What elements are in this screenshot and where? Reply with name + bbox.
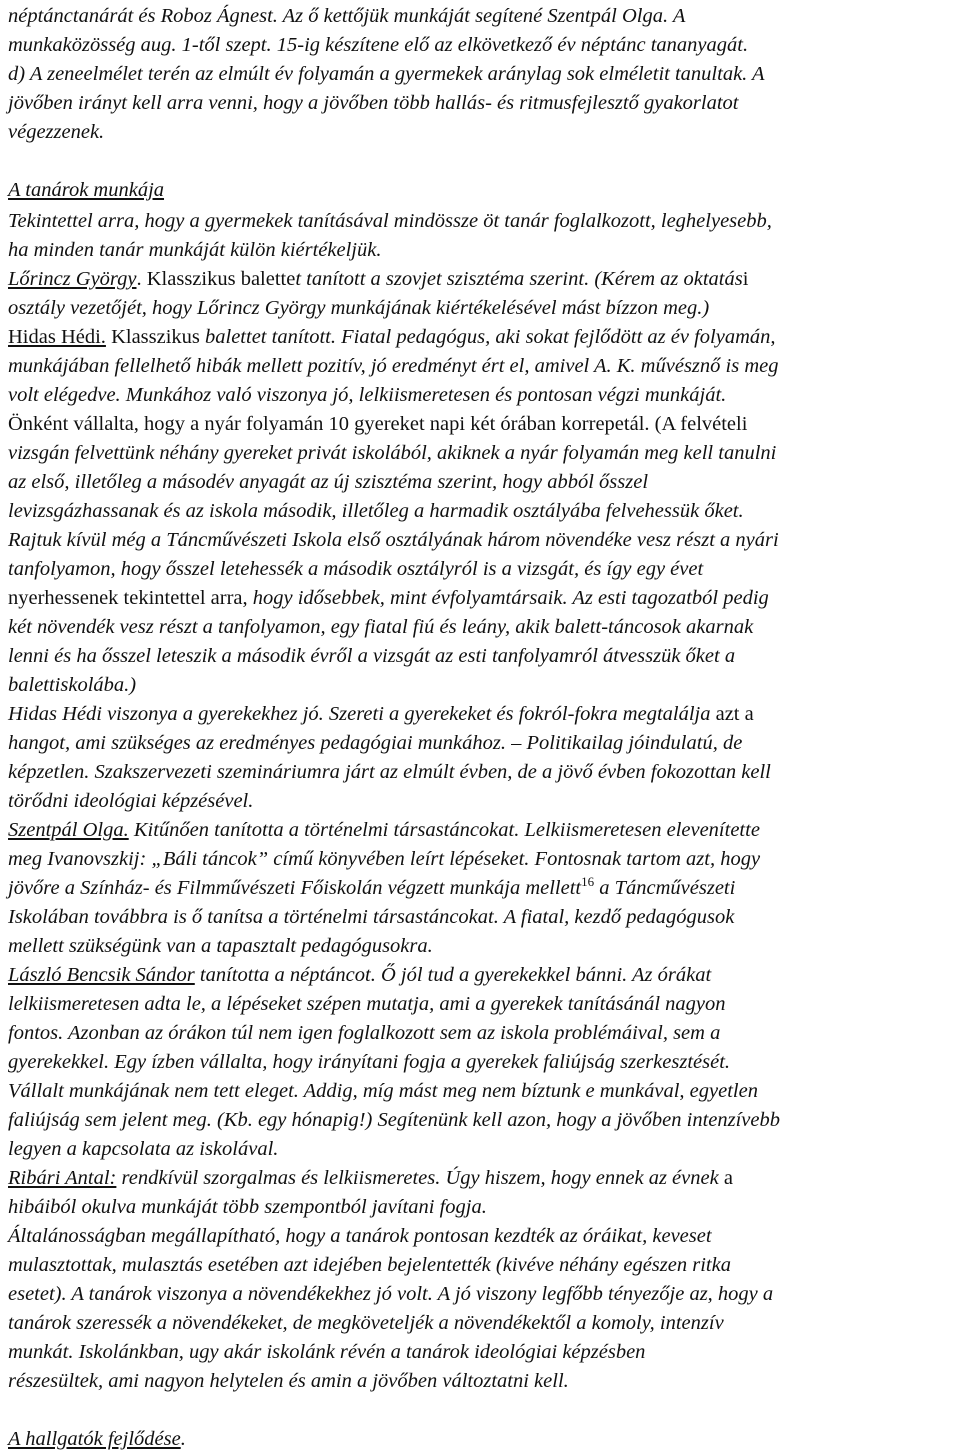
section-heading	[8, 176, 956, 205]
ribari-line-1-end: a	[718, 1167, 733, 1189]
general-line-4: tanárok szeressék a növendékeket, de megköveteljék a növendékektől a komoly, intenzív	[8, 1312, 724, 1334]
bencsik-line-3: fontos. Azonban az órákon túl nem igen foglalkozott sem az iskola problémáival, sem a	[8, 1022, 721, 1044]
ribari-name: Ribári Antal:	[8, 1167, 117, 1189]
general-line-2: mulasztottak, mulasztás esetében azt idejében bejelentették (kivéve néhány egészen ritka	[8, 1254, 731, 1276]
hidas-line-7: levizsgázhassanak és az iskola második, illetőleg a harmadik osztályába felvehessük őket.	[8, 500, 744, 522]
intro-line-1: néptánctanárát és Roboz Ágnest. Az ő kettőjük munkáját segítené Szentpál Olga. A	[8, 5, 686, 27]
hidas-line-14-b: azt a	[710, 703, 754, 725]
next-section-heading-end: .	[180, 1428, 186, 1450]
lorincz-line-1	[8, 265, 956, 294]
lorincz-line-2: osztály vezetőjét, hogy Lőrincz György munkájának kiértékelésével mást bízzon meg.)	[8, 297, 710, 319]
hidas-line-8: Rajtuk kívül még a Táncművészeti Iskola első osztályának három növendéke vesz részt a nyári	[8, 529, 779, 551]
hidas-name: Hidas Hédi.	[8, 326, 106, 348]
bencsik-name: László Bencsik Sándor	[8, 964, 195, 986]
footnote-marker: 16	[581, 874, 595, 890]
szentpal-line-1-rest: Kitűnően tanította a történelmi társastáncokat. Lelkiismeretesen elevenítette	[128, 819, 760, 841]
intro-line-3: d) A zeneelmélet terén az elmúlt év folyamán a gyermekek aránylag sok elméletit tanultak. A	[8, 63, 765, 85]
bencsik-line-4: gyerekekkel. Egy ízben vállalta, hogy irányítani fogja a gyerekek faliújság szerkesztését.	[8, 1051, 731, 1073]
szentpal-name: Szentpál Olga.	[8, 819, 129, 841]
general-line-1: Általánosságban megállapítható, hogy a tanárok pontosan kezdték az óráikat, keveset	[8, 1225, 712, 1247]
general-line-3: esetet). A tanárok viszonya a növendékekhez jó volt. A jó viszony legfőbb tényezője az, hogy a	[8, 1283, 774, 1305]
bencsik-line-6: faliújság sem jelent meg. (Kb. egy hónapig!) Segítenünk kell azon, hogy a jövőben intenzívebb	[8, 1109, 780, 1131]
intro-line-2: munkaközösség aug. 1-től szept. 15-ig készítene elő az elkövetkező év néptánc tananyagát.	[8, 34, 749, 56]
hidas-line-10-a: nyerhessenek tekintettel arra,	[8, 587, 248, 609]
hidas-line-13: balettiskolába.)	[8, 674, 137, 696]
hidas-line-9: tanfolyamon, hogy ősszel letehessék a második osztályról is a vizsgát, és így egy évet	[8, 558, 704, 580]
ribari-line-1	[8, 1164, 956, 1193]
next-section-heading	[8, 1425, 956, 1454]
lorincz-name: Lőrincz György	[8, 268, 137, 290]
lorincz-text-b: t tanított a szovjet szisztéma szerint. (Kérem az oktatás	[295, 268, 743, 290]
hidas-text-a: Klasszikus	[105, 326, 200, 348]
szentpal-line-3	[8, 874, 956, 903]
ribari-line-1-rest: rendkívül szorgalmas és lelkiismeretes. Úgy hiszem, hogy ennek az évnek	[116, 1167, 719, 1189]
hidas-line-14-a: Hidas Hédi viszonya a gyerekekhez jó. Szereti a gyerekeket és fokról-fokra megtalálja	[8, 703, 711, 725]
szentpal-line-3-b: a Táncművészeti	[594, 877, 736, 899]
hidas-line-10-b: hogy idősebbek, mint évfolyamtársaik. Az esti tagozatból pedig	[247, 587, 769, 609]
szentpal-line-5: mellett szükségünk van a tapasztalt pedagógusokra.	[8, 935, 433, 957]
hidas-line-2: munkájában fellelhető hibák mellett pozitív, jó eredményt ért el, amivel A. K. művésznő is meg	[8, 355, 779, 377]
bencsik-line-1-rest: tanította a néptáncot. Ő jól tud a gyerekekkel bánni. Az órákat	[194, 964, 712, 986]
szentpal-line-4: Iskolában továbbra is ő tanítsa a történelmi társastáncokat. A fiatal, kezdő pedagógusok	[8, 906, 735, 928]
hidas-line-17: törődni ideológiai képzésével.	[8, 790, 254, 812]
section-heading-text: A tanárok munkája	[8, 179, 165, 201]
hidas-line-16: képzetlen. Szakszervezeti szemináriumra járt az elmúlt évben, de a jövő évben fokozottan kell	[8, 761, 771, 783]
bencsik-line-5: Vállalt munkájának nem tett eleget. Addig, míg mást meg nem bíztunk e munkával, egyetlen	[8, 1080, 758, 1102]
lorincz-text-a: . Klasszikus balette	[136, 268, 296, 290]
hidas-line-10	[8, 584, 956, 613]
intro-line-5: végezzenek.	[8, 121, 105, 143]
hidas-text-b: balettet tanított. Fiatal pedagógus, aki sokat fejlődött az év folyamán,	[199, 326, 776, 348]
szentpal-line-2: meg Ivanovszkij: „Báli táncok” című könyvében leírt lépéseket. Fontosnak tartom azt, hogy	[8, 848, 761, 870]
paragraph-1-line-1: Tekintettel arra, hogy a gyermekek tanításával mindössze öt tanár foglalkozott, leghelyesebb,	[8, 210, 772, 232]
hidas-line-11: két növendék vesz részt a tanfolyamon, egy fiatal fiú és leány, akik balett-táncosok akarnak	[8, 616, 754, 638]
szentpal-line-3-a: jövőre a Színház- és Filmművészeti Főiskolán végzett munkája mellett	[8, 877, 582, 899]
hidas-line-6: az első, illetőleg a másodév anyagát az új szisztéma szerint, hogy abból ősszel	[8, 471, 649, 493]
hidas-line-15: hangot, ami szükséges az eredményes pedagógiai munkához. – Politikailag jóindulatú, de	[8, 732, 743, 754]
next-section-heading-text: A hallgatók fejlődése	[8, 1428, 181, 1450]
hidas-line-4: Önként vállalta, hogy a nyár folyamán 10 gyereket napi két órában korrepetál. (A felvételi	[8, 413, 748, 435]
general-line-5: munkát. Iskolánkban, ugy akár iskolánk révén a tanárok ideológiai képzésben	[8, 1341, 646, 1363]
hidas-line-1	[8, 323, 956, 352]
bencsik-line-2: lelkiismeretesen adta le, a lépéseket szépen mutatja, ami a gyerekek tanításánál nagyon	[8, 993, 726, 1015]
bencsik-line-7: legyen a kapcsolata az iskolával.	[8, 1138, 279, 1160]
hidas-line-12: lenni és ha ősszel leteszik a második évről a vizsgát az esti tanfolyamról átvesszük őket a	[8, 645, 736, 667]
lorincz-text-c: i	[742, 268, 749, 290]
intro-line-4: jövőben irányt kell arra venni, hogy a jövőben több hallás- és ritmusfejlesztő gyakorlatot	[8, 92, 739, 114]
szentpal-line-1	[8, 816, 956, 845]
hidas-line-5: vizsgán felvettünk néhány gyereket privát iskolából, akiknek a nyár folyamán meg kell tanulni	[8, 442, 777, 464]
hidas-line-3: volt elégedve. Munkához való viszonya jó, lelkiismeretesen és pontosan végzi munkáját.	[8, 384, 727, 406]
bencsik-line-1	[8, 961, 956, 990]
paragraph-1-line-2: ha minden tanár munkáját külön kiértékeljük.	[8, 239, 382, 261]
hidas-line-14	[8, 700, 956, 729]
ribari-line-2: hibáiból okulva munkáját több szempontból javítani fogja.	[8, 1196, 487, 1218]
general-line-6: részesültek, ami nagyon helytelen és amin a jövőben változtatni kell.	[8, 1370, 569, 1392]
